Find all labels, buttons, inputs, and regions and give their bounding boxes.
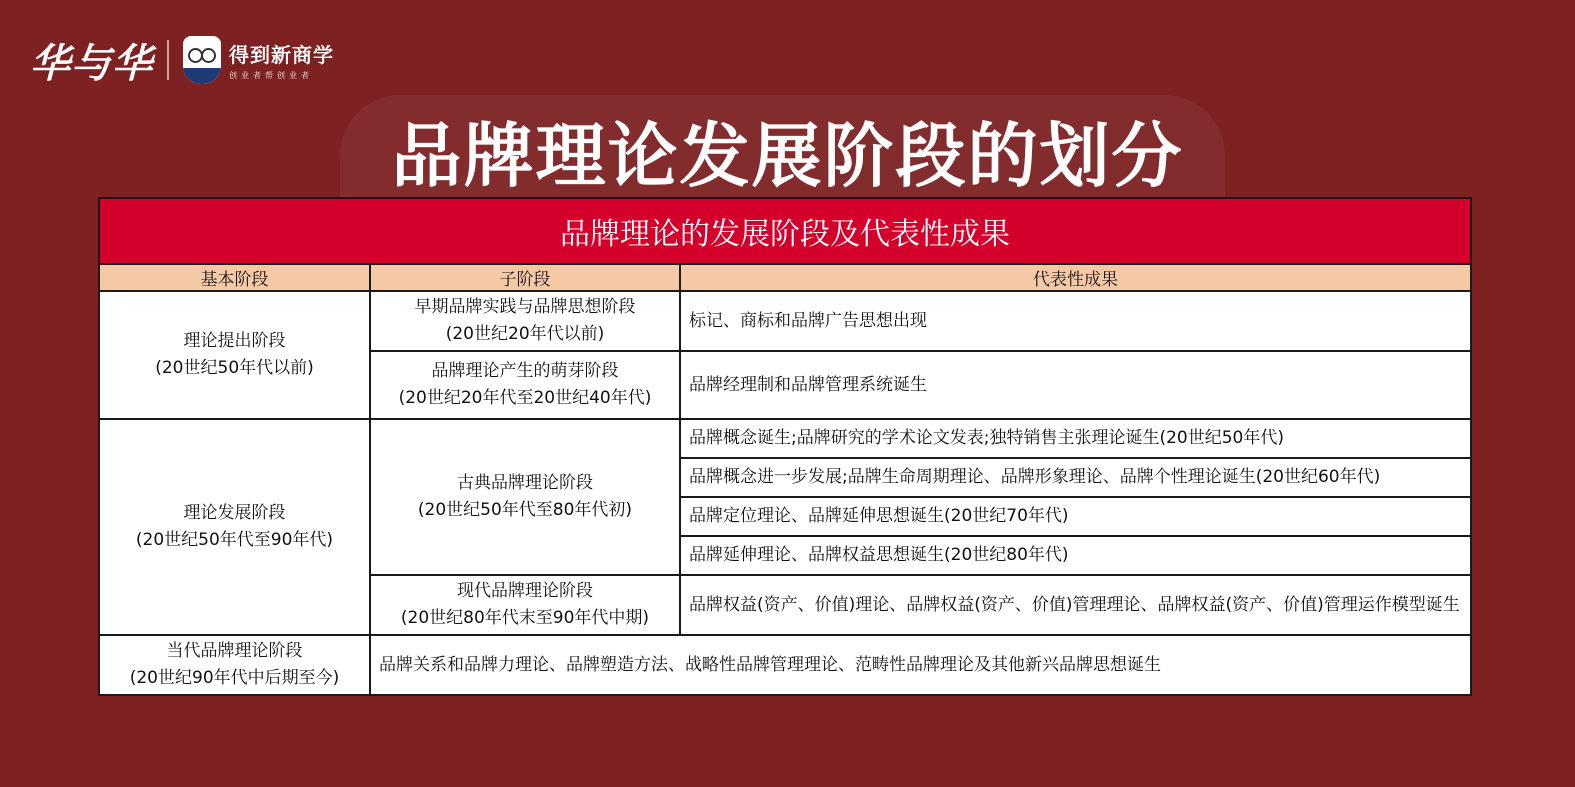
- result-cell: 品牌延伸理论、品牌权益思想诞生(20世纪80年代): [680, 536, 1471, 575]
- partner-logo: [229, 39, 334, 81]
- basic-stage-cell: [99, 635, 370, 695]
- sub-stage-period: (20世纪50年代至80年代初): [417, 500, 633, 520]
- table-row: [99, 291, 1471, 351]
- result-cell: 品牌经理制和品牌管理系统诞生: [680, 351, 1471, 419]
- logo-divider: [167, 40, 169, 80]
- stage-name: 当代品牌理论阶段: [166, 640, 303, 661]
- sub-stage-period: (20世纪80年代末至90年代中期): [400, 608, 650, 628]
- sub-stage-cell: [370, 419, 680, 575]
- header-sub-stage: 子阶段: [370, 264, 680, 291]
- sub-stage-cell: [370, 291, 680, 351]
- sub-stage-name: 现代品牌理论阶段: [457, 580, 593, 601]
- stages-table: [98, 197, 1472, 696]
- stage-name: 理论提出阶段: [183, 330, 286, 351]
- result-cell: 品牌概念诞生;品牌研究的学术论文发表;独特销售主张理论诞生(20世纪50年代): [680, 419, 1471, 458]
- table-header-row: [99, 264, 1471, 291]
- result-cell: 品牌关系和品牌力理论、品牌塑造方法、战略性品牌管理理论、范畴性品牌理论及其他新兴品牌思想诞生: [370, 635, 1471, 695]
- result-cell: 品牌定位理论、品牌延伸思想诞生(20世纪70年代): [680, 497, 1471, 536]
- stage-period: (20世纪90年代中后期至今): [129, 668, 340, 688]
- header-results: 代表性成果: [680, 264, 1471, 291]
- logo-area: [30, 30, 334, 90]
- page-title: 品牌理论发展阶段的划分: [391, 115, 1184, 197]
- sub-stage-cell: [370, 575, 680, 635]
- basic-stage-cell: [99, 291, 370, 419]
- sub-stage-cell: [370, 351, 680, 419]
- sub-stage-period: (20世纪20年代以前): [445, 324, 605, 344]
- header-basic-stage: 基本阶段: [99, 264, 370, 291]
- result-cell: 标记、商标和品牌广告思想出现: [680, 291, 1471, 351]
- owl-logo-icon: [183, 36, 221, 84]
- table-row: [99, 635, 1471, 695]
- sub-stage-name: 早期品牌实践与品牌思想阶段: [414, 296, 636, 317]
- stage-period: (20世纪50年代以前): [155, 358, 314, 378]
- table-row: [99, 419, 1471, 458]
- sub-stage-name: 品牌理论产生的萌芽阶段: [431, 360, 619, 381]
- partner-name: 得到新商学: [229, 43, 334, 67]
- result-cell: 品牌权益(资产、价值)理论、品牌权益(资产、价值)管理理论、品牌权益(资产、价值)管理运作模型诞生: [680, 575, 1471, 635]
- partner-slogan: 创业者帮创业者: [229, 71, 313, 80]
- stage-name: 理论发展阶段: [183, 502, 286, 523]
- table-caption: 品牌理论的发展阶段及代表性成果: [99, 198, 1471, 264]
- stage-period: (20世纪50年代至90年代): [135, 530, 334, 550]
- sub-stage-name: 古典品牌理论阶段: [457, 472, 593, 493]
- basic-stage-cell: [99, 419, 370, 635]
- result-cell: 品牌概念进一步发展;品牌生命周期理论、品牌形象理论、品牌个性理论诞生(20世纪60年代): [680, 458, 1471, 497]
- brand-logo: 华与华: [30, 39, 153, 87]
- sub-stage-period: (20世纪20年代至20世纪40年代): [398, 388, 652, 408]
